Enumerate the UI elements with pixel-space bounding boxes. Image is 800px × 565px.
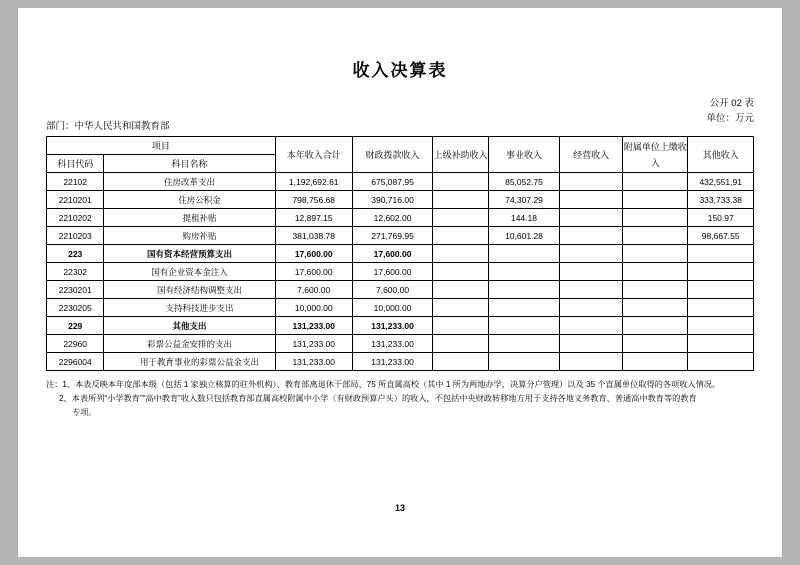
cell-superior xyxy=(433,299,489,317)
note-line-3: 专项。 xyxy=(72,408,97,417)
cell-fiscal: 131,233.00 xyxy=(352,353,432,371)
cell-total: 10,000.00 xyxy=(275,299,352,317)
page-title: 收入决算表 xyxy=(352,61,448,80)
cell-name: 彩票公益金安排的支出 xyxy=(104,335,275,353)
cell-code: 22960 xyxy=(47,335,104,353)
cell-business: 85,052.75 xyxy=(489,173,560,191)
table-row xyxy=(47,191,754,209)
page-number: 13 xyxy=(394,503,405,513)
cell-name: 国有资本经营预算支出 xyxy=(104,245,275,263)
cell-operating xyxy=(559,281,622,299)
cell-operating xyxy=(559,317,622,335)
cell-operating xyxy=(559,209,622,227)
cell-total: 12,897.15 xyxy=(275,209,352,227)
cell-affiliated xyxy=(623,245,688,263)
cell-affiliated xyxy=(623,173,688,191)
cell-name: 住房公积金 xyxy=(104,191,275,209)
cell-fiscal: 131,233.00 xyxy=(352,335,432,353)
header-code: 科目代码 xyxy=(47,155,104,173)
cell-total: 798,756.68 xyxy=(275,191,352,209)
cell-fiscal: 675,087.95 xyxy=(352,173,432,191)
cell-code: 22302 xyxy=(47,263,104,281)
header-operating: 经营收入 xyxy=(559,137,622,173)
table-row xyxy=(47,317,754,335)
document-page xyxy=(18,8,782,557)
cell-total: 1,192,692.61 xyxy=(275,173,352,191)
cell-operating xyxy=(559,335,622,353)
cell-fiscal: 12,602.00 xyxy=(352,209,432,227)
cell-superior xyxy=(433,263,489,281)
table-row xyxy=(47,299,754,317)
header-total: 本年收入合计 xyxy=(275,137,352,173)
cell-superior xyxy=(433,281,489,299)
cell-operating xyxy=(559,353,622,371)
header-affiliated: 附属单位上缴收入 xyxy=(623,137,688,173)
cell-name: 支持科技进步支出 xyxy=(104,299,275,317)
table-row xyxy=(47,263,754,281)
cell-other xyxy=(688,281,754,299)
unit-label: 单位：万元 xyxy=(706,113,754,124)
cell-business xyxy=(489,263,560,281)
cell-code: 2230205 xyxy=(47,299,104,317)
cell-name: 住房改革支出 xyxy=(104,173,275,191)
table-notes xyxy=(46,378,754,420)
cell-fiscal: 7,600.00 xyxy=(352,281,432,299)
cell-name: 购房补贴 xyxy=(104,227,275,245)
cell-operating xyxy=(559,227,622,245)
cell-other xyxy=(688,263,754,281)
cell-name: 其他支出 xyxy=(104,317,275,335)
header-other: 其他收入 xyxy=(688,137,754,173)
header-business: 事业收入 xyxy=(489,137,560,173)
cell-code: 2210201 xyxy=(47,191,104,209)
cell-total: 7,600.00 xyxy=(275,281,352,299)
cell-name: 用于教育事业的彩票公益金支出 xyxy=(104,353,275,371)
cell-name: 国有企业资本金注入 xyxy=(104,263,275,281)
cell-business xyxy=(489,299,560,317)
cell-fiscal: 17,600.00 xyxy=(352,263,432,281)
cell-other xyxy=(688,245,754,263)
cell-operating xyxy=(559,263,622,281)
cell-business xyxy=(489,335,560,353)
cell-total: 131,233.00 xyxy=(275,353,352,371)
header-superior: 上级补助收入 xyxy=(433,137,489,173)
cell-superior xyxy=(433,173,489,191)
cell-code: 2210203 xyxy=(47,227,104,245)
table-header-row-1 xyxy=(47,137,754,155)
income-settlement-table xyxy=(46,136,754,371)
header-name: 科目名称 xyxy=(104,155,275,173)
cell-other: 98,667.55 xyxy=(688,227,754,245)
table-row xyxy=(47,245,754,263)
cell-fiscal: 10,000.00 xyxy=(352,299,432,317)
cell-other xyxy=(688,299,754,317)
cell-business xyxy=(489,281,560,299)
note-line-2: 2、本表所列“小学教育”“高中教育”收入数只包括教育部直属高校附属中小学（有财政预算户头）的收入，不包括中央财政转移地方用于支持各地义务教育、普通高中教育等的教育 xyxy=(59,394,697,403)
cell-affiliated xyxy=(623,317,688,335)
table-header xyxy=(47,137,754,173)
table-body xyxy=(47,173,754,371)
cell-name: 提租补贴 xyxy=(104,209,275,227)
cell-fiscal: 390,716.00 xyxy=(352,191,432,209)
cell-name: 国有经济结构调整支出 xyxy=(104,281,275,299)
cell-total: 17,600.00 xyxy=(275,263,352,281)
cell-total: 381,038.78 xyxy=(275,227,352,245)
cell-superior xyxy=(433,209,489,227)
document-meta-right xyxy=(706,96,754,126)
cell-affiliated xyxy=(623,227,688,245)
note-line-1: 注：1、本表反映本年度部本级（包括 1 家独立核算的驻外机构）、教育部离退休干部局、75 所直属高校（其中 1 所为两地办学，决算分户管理）以及 35 个直属单位取得的各项收入情况。 xyxy=(46,380,721,389)
table-row xyxy=(47,227,754,245)
cell-superior xyxy=(433,353,489,371)
cell-other: 432,551.91 xyxy=(688,173,754,191)
cell-code: 229 xyxy=(47,317,104,335)
cell-superior xyxy=(433,335,489,353)
cell-code: 2230201 xyxy=(47,281,104,299)
cell-affiliated xyxy=(623,281,688,299)
cell-other: 333,733.38 xyxy=(688,191,754,209)
cell-total: 131,233.00 xyxy=(275,317,352,335)
cell-business: 144.18 xyxy=(489,209,560,227)
cell-superior xyxy=(433,245,489,263)
cell-code: 223 xyxy=(47,245,104,263)
cell-business xyxy=(489,317,560,335)
cell-operating xyxy=(559,191,622,209)
cell-other xyxy=(688,335,754,353)
table-row xyxy=(47,335,754,353)
cell-superior xyxy=(433,317,489,335)
cell-affiliated xyxy=(623,299,688,317)
cell-business xyxy=(489,353,560,371)
cell-affiliated xyxy=(623,191,688,209)
cell-other xyxy=(688,317,754,335)
cell-affiliated xyxy=(623,353,688,371)
table-row xyxy=(47,281,754,299)
header-group-item: 项目 xyxy=(47,137,276,155)
cell-total: 17,600.00 xyxy=(275,245,352,263)
cell-fiscal: 17,600.00 xyxy=(352,245,432,263)
cell-operating xyxy=(559,173,622,191)
header-fiscal: 财政拨款收入 xyxy=(352,137,432,173)
cell-business: 10,601.28 xyxy=(489,227,560,245)
cell-operating xyxy=(559,245,622,263)
cell-superior xyxy=(433,191,489,209)
cell-other: 150.97 xyxy=(688,209,754,227)
cell-business: 74,307.29 xyxy=(489,191,560,209)
table-row xyxy=(47,209,754,227)
cell-operating xyxy=(559,299,622,317)
department-label: 部门：中华人民共和国教育部 xyxy=(46,121,170,132)
table-row xyxy=(47,173,754,191)
cell-affiliated xyxy=(623,263,688,281)
cell-affiliated xyxy=(623,335,688,353)
cell-fiscal: 131,233.00 xyxy=(352,317,432,335)
cell-business xyxy=(489,245,560,263)
cell-affiliated xyxy=(623,209,688,227)
cell-code: 2296004 xyxy=(47,353,104,371)
public-number: 公开 02 表 xyxy=(709,98,754,109)
cell-fiscal: 271,769.95 xyxy=(352,227,432,245)
cell-code: 22102 xyxy=(47,173,104,191)
cell-total: 131,233.00 xyxy=(275,335,352,353)
table-row xyxy=(47,353,754,371)
cell-code: 2210202 xyxy=(47,209,104,227)
cell-other xyxy=(688,353,754,371)
cell-superior xyxy=(433,227,489,245)
